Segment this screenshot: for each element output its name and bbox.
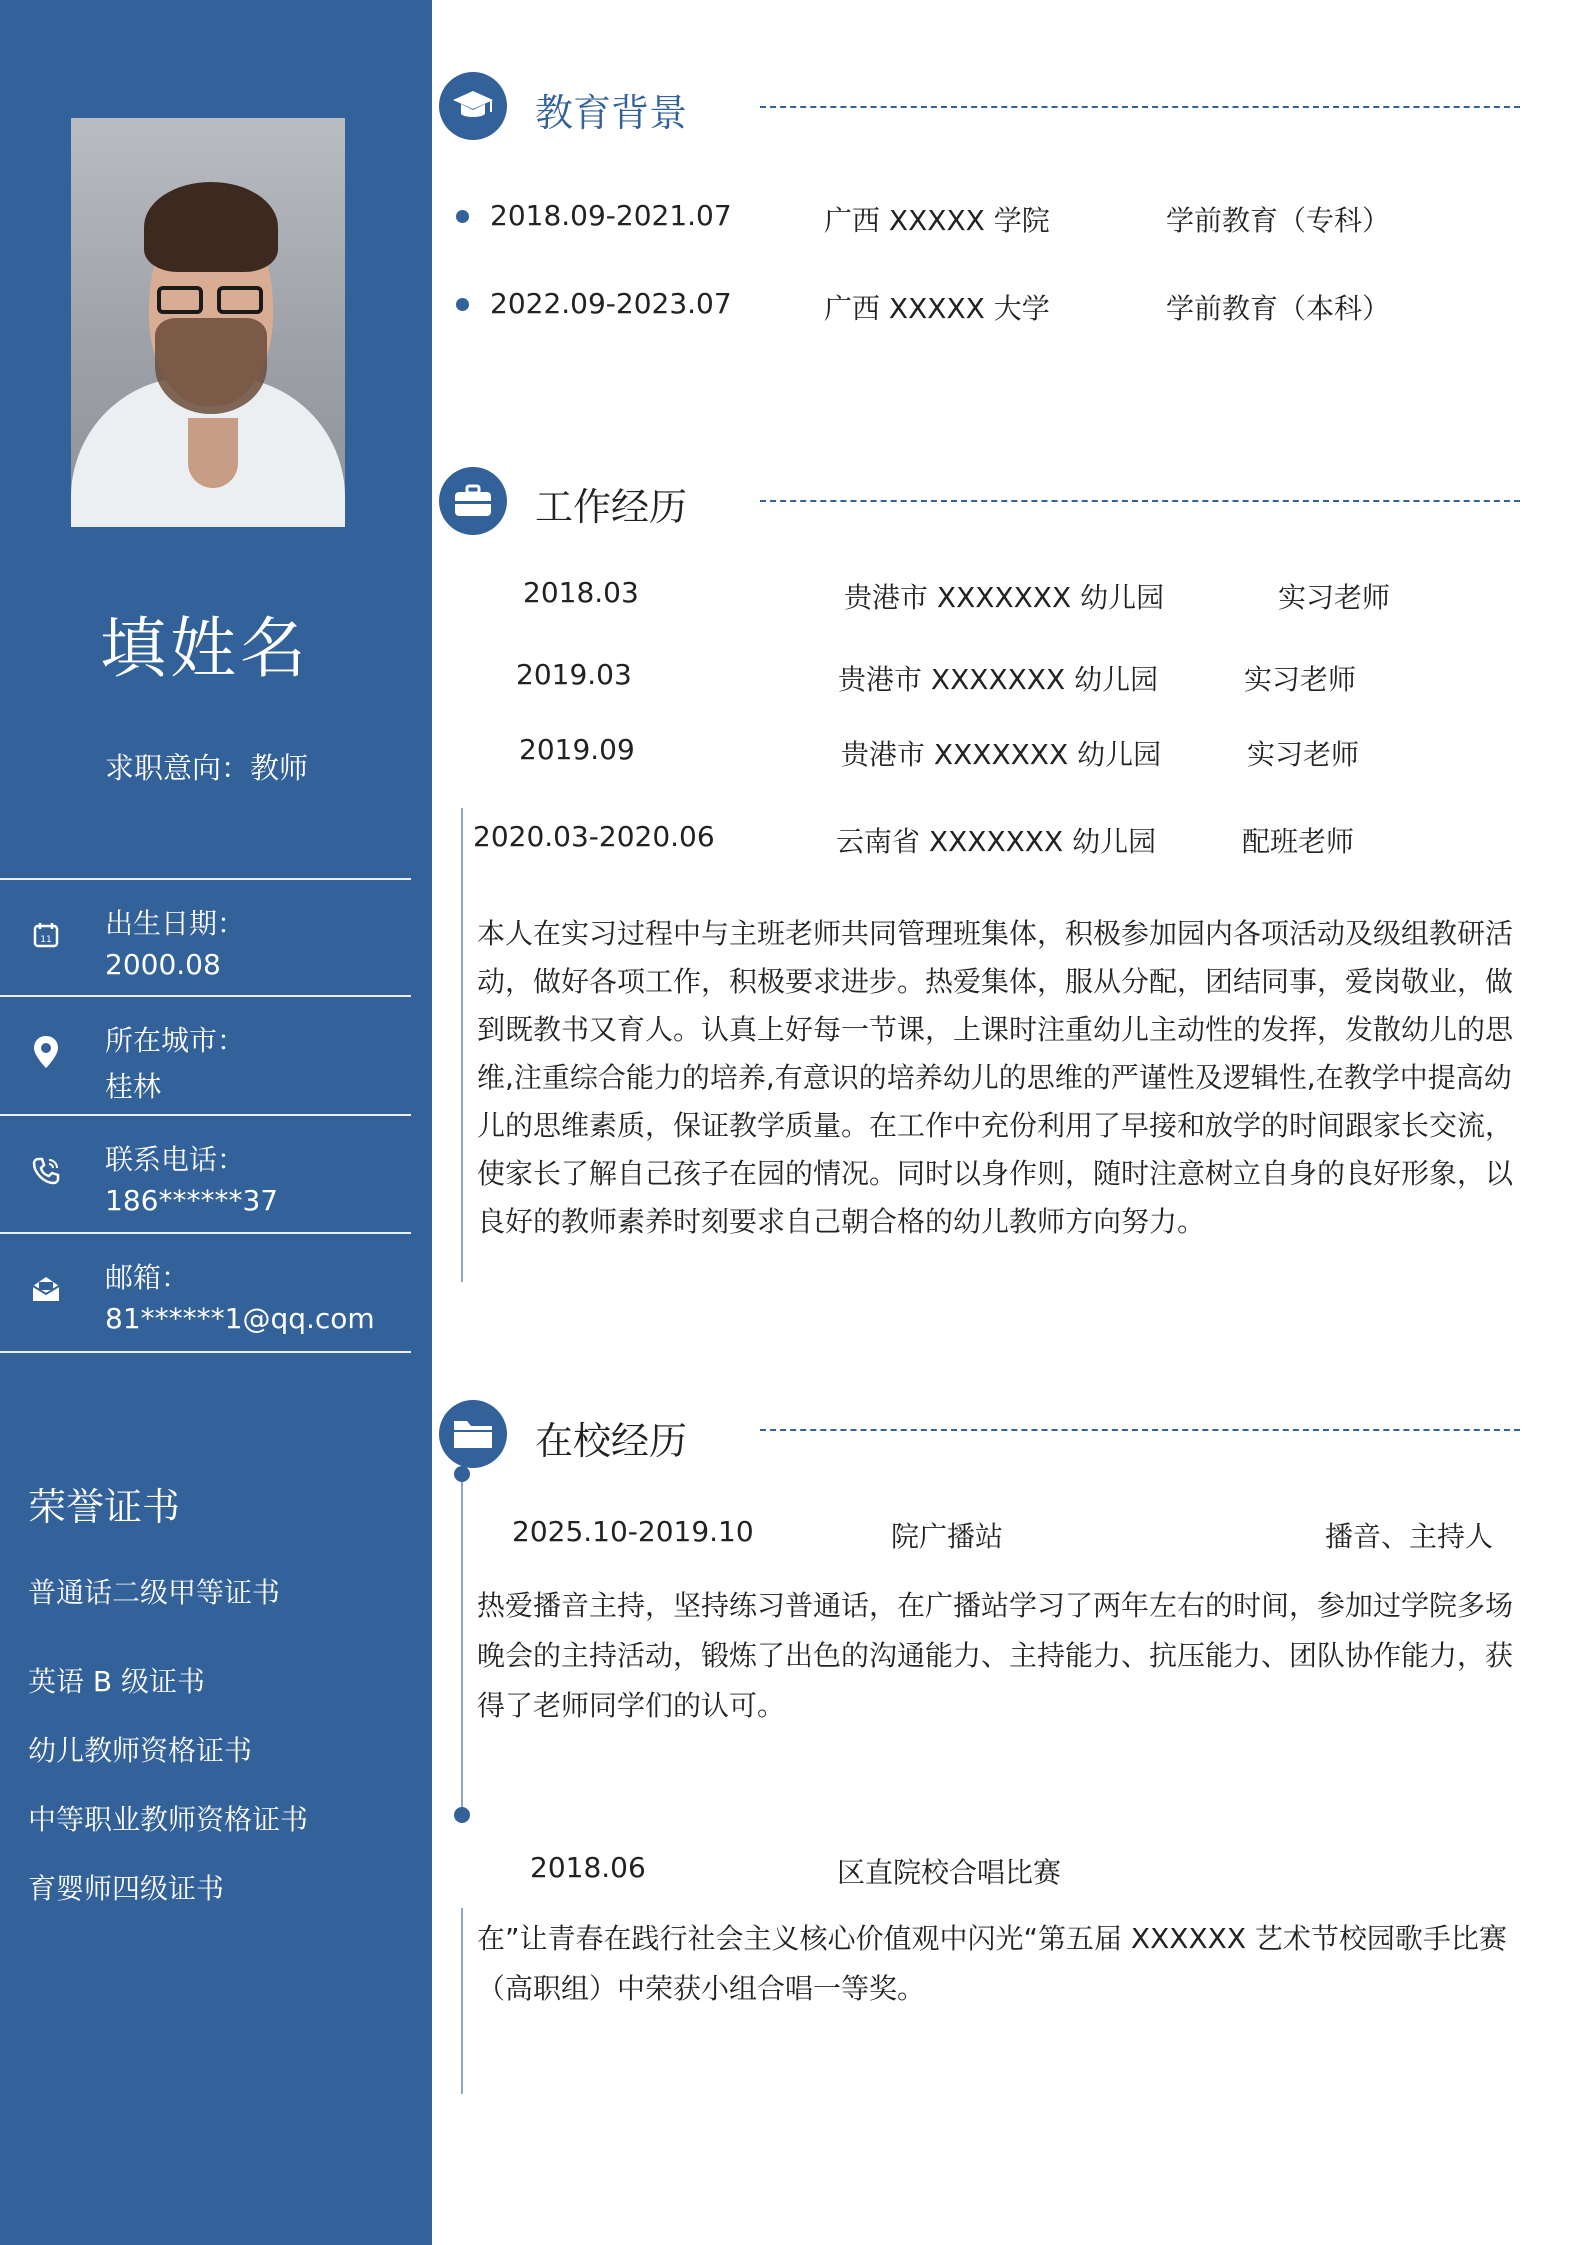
work-role: 实习老师 — [1247, 738, 1360, 771]
calendar-icon — [29, 918, 63, 952]
work-place: 云南省 XXXXXXX 幼儿园 — [836, 825, 1157, 858]
honor-item: 幼儿教师资格证书 — [28, 1734, 253, 1767]
info-label: 所在城市： — [105, 1024, 246, 1057]
photo-beard — [155, 318, 267, 414]
work-place: 贵港市 XXXXXXX 幼儿园 — [838, 663, 1159, 696]
paragraph-line: 得了老师同学们的认可。 — [477, 1689, 786, 1722]
sidebar — [0, 0, 432, 2245]
phone-icon — [29, 1154, 63, 1188]
mail-icon — [29, 1272, 63, 1306]
paragraph-line: 到既教书又育人。认真上好每一节课，上课时注重幼儿主动性的发挥，发散幼儿的思 — [477, 1013, 1514, 1046]
work-date: 2018.03 — [523, 576, 639, 609]
timeline-line — [461, 1468, 463, 1813]
timeline-line — [461, 808, 463, 1282]
campus-description — [477, 1581, 1539, 1731]
graduation-cap-icon — [439, 72, 507, 140]
photo-hair — [144, 182, 278, 272]
campus-role: 播音、主持人 — [1325, 1520, 1494, 1553]
svg-text:11: 11 — [40, 935, 52, 945]
paragraph-line: 热爱播音主持，坚持练习普通话，在广播站学习了两年左右的时间，参加过学院多场 — [477, 1589, 1514, 1622]
info-value: 186******37 — [105, 1184, 279, 1217]
paragraph-line: 晚会的主持活动，锻炼了出色的沟通能力、主持能力、抗压能力、团队协作能力，获 — [477, 1639, 1514, 1672]
work-title: 工作经历 — [535, 485, 688, 529]
honor-item: 英语 B 级证书 — [28, 1665, 206, 1698]
edu-school: 广西 XXXXX 学院 — [824, 204, 1050, 237]
campus-org: 院广播站 — [891, 1520, 1004, 1553]
work-role: 配班老师 — [1242, 825, 1355, 858]
paragraph-line: 动，做好各项工作，积极要求进步。热爱集体，服从分配，团结同事，爱岗敬业，做 — [477, 965, 1514, 998]
section-divider — [760, 500, 1520, 502]
photo-neck — [188, 418, 238, 488]
work-date: 2020.03-2020.06 — [473, 820, 715, 853]
work-date: 2019.03 — [516, 658, 632, 691]
section-divider — [760, 1429, 1520, 1431]
info-divider — [0, 1351, 411, 1353]
work-date: 2019.09 — [519, 733, 635, 766]
photo-glasses — [157, 286, 265, 316]
work-place: 贵港市 XXXXXXX 幼儿园 — [844, 581, 1165, 614]
campus-date: 2025.10-2019.10 — [512, 1515, 754, 1548]
edu-period: 2022.09-2023.07 — [490, 287, 732, 320]
education-title: 教育背景 — [535, 91, 688, 135]
info-value: 2000.08 — [105, 948, 221, 981]
folder-icon — [439, 1400, 507, 1468]
honor-item: 中等职业教师资格证书 — [28, 1803, 309, 1836]
info-value: 桂林 — [105, 1070, 162, 1103]
honors-title: 荣誉证书 — [28, 1485, 181, 1529]
timeline-line — [461, 1908, 463, 2094]
timeline-dot — [454, 1807, 470, 1823]
campus-title: 在校经历 — [535, 1419, 688, 1463]
paragraph-line: 良好的教师素养时刻要求自己朝合格的幼儿教师方向努力。 — [477, 1205, 1206, 1238]
edu-period: 2018.09-2021.07 — [490, 199, 732, 232]
info-label: 出生日期： — [105, 907, 246, 940]
info-email — [0, 1234, 411, 1351]
timeline-dot — [454, 1466, 470, 1482]
honor-item: 普通话二级甲等证书 — [28, 1576, 281, 1609]
bullet — [456, 210, 469, 223]
paragraph-line: 使家长了解自己孩子在园的情况。同时以身作则，随时注意树立自身的良好形象，以 — [477, 1157, 1514, 1190]
info-label: 联系电话： — [105, 1143, 246, 1176]
profile-photo — [71, 118, 345, 527]
work-role: 实习老师 — [1278, 581, 1391, 614]
info-value: 81******1@qq.com — [105, 1302, 375, 1335]
candidate-name: 填姓名 — [100, 610, 310, 687]
info-phone — [0, 1116, 411, 1233]
campus-date: 2018.06 — [530, 1851, 646, 1884]
work-role: 实习老师 — [1244, 663, 1357, 696]
edu-major: 学前教育（本科） — [1166, 292, 1391, 325]
paragraph-line: 维,注重综合能力的培养,有意识的培养幼儿的思维的严谨性及逻辑性,在教学中提高幼 — [477, 1061, 1512, 1094]
campus-org: 区直院校合唱比赛 — [837, 1856, 1062, 1889]
paragraph-line: （高职组）中荣获小组合唱一等奖。 — [477, 1972, 926, 2005]
bullet — [456, 298, 469, 311]
paragraph-line: 儿的思维素质，保证教学质量。在工作中充份利用了早接和放学的时间跟家长交流， — [477, 1109, 1514, 1142]
job-intent: 求职意向：教师 — [105, 751, 309, 785]
paragraph-line: 在”让青春在践行社会主义核心价值观中闪光“第五届 XXXXXX 艺术节校园歌手比赛 — [477, 1922, 1507, 1955]
info-city — [0, 997, 411, 1114]
info-birthdate — [0, 880, 411, 997]
section-divider — [760, 106, 1520, 108]
info-label: 邮箱： — [105, 1261, 190, 1294]
work-place: 贵港市 XXXXXXX 幼儿园 — [841, 738, 1162, 771]
location-pin-icon — [29, 1035, 63, 1069]
honor-item: 育婴师四级证书 — [28, 1872, 225, 1905]
paragraph-line: 本人在实习过程中与主班老师共同管理班集体，积极参加园内各项活动及级组教研活 — [477, 917, 1514, 950]
edu-school: 广西 XXXXX 大学 — [824, 292, 1050, 325]
work-description — [477, 910, 1539, 1246]
edu-major: 学前教育（专科） — [1166, 204, 1391, 237]
campus-description — [477, 1914, 1539, 2014]
briefcase-icon — [439, 467, 507, 535]
